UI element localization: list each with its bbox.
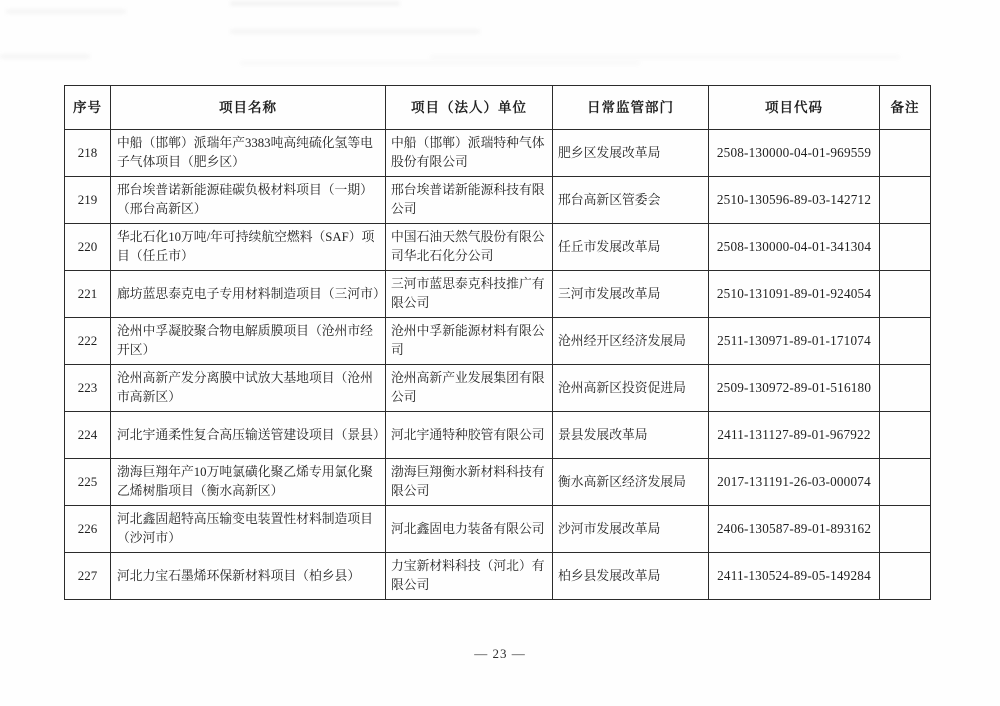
table-row [65,553,931,600]
cell-supervision-dept: 衡水高新区经济发展局 [553,459,709,506]
cell-project-code: 2510-131091-89-01-924054 [709,271,880,318]
cell-legal-unit: 沧州高新产业发展集团有限公司 [386,365,553,412]
cell-project-code: 2510-130596-89-03-142712 [709,177,880,224]
header-project-code: 项目代码 [709,86,880,130]
cell-remarks [880,506,931,553]
cell-project-name: 沧州中孚凝胶聚合物电解质膜项目（沧州市经开区） [111,318,386,365]
cell-legal-unit: 河北宇通特种胶管有限公司 [386,412,553,459]
table-row [65,177,931,224]
cell-legal-unit: 渤海巨翔衡水新材料科技有限公司 [386,459,553,506]
table-row [65,130,931,177]
cell-project-name: 中船（邯郸）派瑞年产3383吨高纯硫化氢等电子气体项目（肥乡区） [111,130,386,177]
table-header [65,86,931,130]
cell-serial-number: 218 [65,130,111,177]
cell-serial-number: 226 [65,506,111,553]
cell-project-name: 河北宇通柔性复合高压输送管建设项目（景县） [111,412,386,459]
scan-artifact [430,56,900,58]
cell-project-name: 廊坊蓝思泰克电子专用材料制造项目（三河市） [111,271,386,318]
scan-artifact [230,30,480,33]
table-row [65,365,931,412]
header-remarks: 备注 [880,86,931,130]
cell-remarks [880,271,931,318]
scan-artifact [0,55,90,58]
table-body [65,130,931,600]
cell-remarks [880,177,931,224]
cell-serial-number: 220 [65,224,111,271]
cell-project-code: 2511-130971-89-01-171074 [709,318,880,365]
cell-serial-number: 223 [65,365,111,412]
cell-project-code: 2411-130524-89-05-149284 [709,553,880,600]
cell-serial-number: 224 [65,412,111,459]
cell-serial-number: 222 [65,318,111,365]
cell-serial-number: 225 [65,459,111,506]
table-row [65,224,931,271]
cell-project-name: 邢台埃普诺新能源硅碳负极材料项目（一期）（邢台高新区） [111,177,386,224]
cell-supervision-dept: 肥乡区发展改革局 [553,130,709,177]
cell-project-name: 渤海巨翔年产10万吨氯磺化聚乙烯专用氯化聚乙烯树脂项目（衡水高新区） [111,459,386,506]
header-project-name: 项目名称 [111,86,386,130]
cell-supervision-dept: 景县发展改革局 [553,412,709,459]
scan-artifact [240,62,640,64]
cell-remarks [880,412,931,459]
cell-serial-number: 219 [65,177,111,224]
table-row [65,506,931,553]
cell-legal-unit: 河北鑫固电力装备有限公司 [386,506,553,553]
cell-project-code: 2508-130000-04-01-341304 [709,224,880,271]
cell-serial-number: 221 [65,271,111,318]
header-legal-unit: 项目（法人）单位 [386,86,553,130]
cell-remarks [880,130,931,177]
cell-legal-unit: 中船（邯郸）派瑞特种气体股份有限公司 [386,130,553,177]
cell-legal-unit: 三河市蓝思泰克科技推广有限公司 [386,271,553,318]
page-number: — 23 — [474,646,526,661]
cell-project-code: 2406-130587-89-01-893162 [709,506,880,553]
cell-legal-unit: 力宝新材料科技（河北）有限公司 [386,553,553,600]
header-serial-number: 序号 [65,86,111,130]
header-supervision-dept: 日常监管部门 [553,86,709,130]
scan-artifact [230,2,400,5]
projects-table [64,85,931,600]
scan-artifact [6,10,126,13]
cell-remarks [880,365,931,412]
header-row [65,86,931,130]
cell-legal-unit: 邢台埃普诺新能源科技有限公司 [386,177,553,224]
table-row [65,459,931,506]
table-row [65,318,931,365]
cell-project-code: 2017-131191-26-03-000074 [709,459,880,506]
cell-remarks [880,459,931,506]
cell-supervision-dept: 沧州经开区经济发展局 [553,318,709,365]
cell-remarks [880,553,931,600]
cell-supervision-dept: 三河市发展改革局 [553,271,709,318]
cell-project-name: 沧州高新产发分离膜中试放大基地项目（沧州市高新区） [111,365,386,412]
cell-remarks [880,224,931,271]
cell-project-name: 河北力宝石墨烯环保新材料项目（柏乡县） [111,553,386,600]
cell-supervision-dept: 柏乡县发展改革局 [553,553,709,600]
cell-remarks [880,318,931,365]
cell-project-name: 华北石化10万吨/年可持续航空燃料（SAF）项目（任丘市） [111,224,386,271]
cell-legal-unit: 沧州中孚新能源材料有限公司 [386,318,553,365]
cell-project-name: 河北鑫固超特高压输变电装置性材料制造项目（沙河市） [111,506,386,553]
cell-supervision-dept: 任丘市发展改革局 [553,224,709,271]
cell-legal-unit: 中国石油天然气股份有限公司华北石化分公司 [386,224,553,271]
table-row [65,271,931,318]
table-row [65,412,931,459]
cell-supervision-dept: 沧州高新区投资促进局 [553,365,709,412]
cell-supervision-dept: 沙河市发展改革局 [553,506,709,553]
cell-project-code: 2508-130000-04-01-969559 [709,130,880,177]
cell-project-code: 2411-131127-89-01-967922 [709,412,880,459]
cell-supervision-dept: 邢台高新区管委会 [553,177,709,224]
cell-project-code: 2509-130972-89-01-516180 [709,365,880,412]
cell-serial-number: 227 [65,553,111,600]
